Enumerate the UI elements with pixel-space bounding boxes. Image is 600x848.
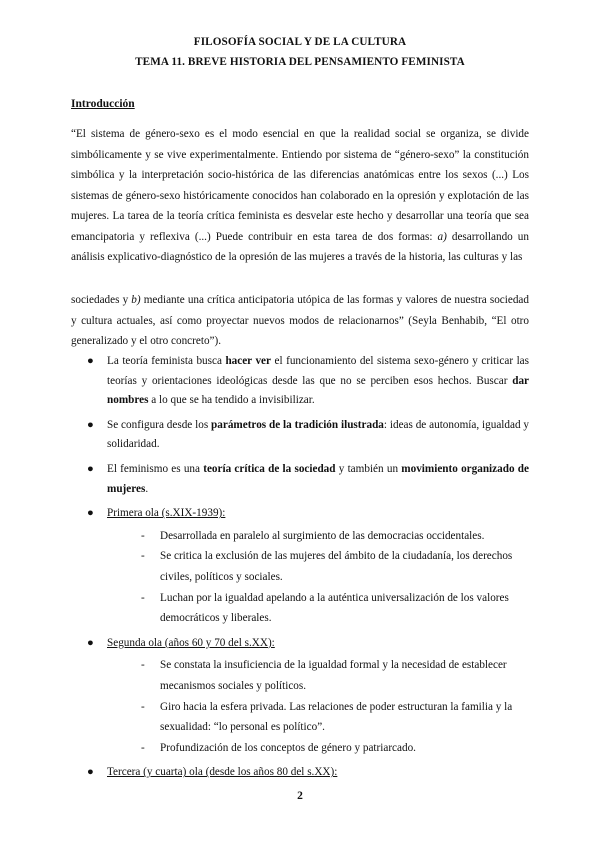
quote-text: sociedades y bbox=[71, 294, 132, 306]
bullet-icon: ● bbox=[87, 507, 94, 520]
item-text: El feminismo es una bbox=[107, 462, 204, 475]
course-title: FILOSOFÍA SOCIAL Y DE LA CULTURA bbox=[193, 36, 407, 48]
section-heading-introduction: Introducción bbox=[71, 98, 135, 110]
dash-icon: - bbox=[141, 591, 145, 604]
list-item bbox=[87, 352, 529, 411]
list-item-first-wave bbox=[87, 504, 529, 629]
list-item bbox=[87, 460, 529, 499]
dash-icon: - bbox=[141, 550, 145, 563]
wave-heading: Tercera (y cuarta) ola (desde los años 80 del s.XX): bbox=[107, 766, 338, 779]
bullet-list bbox=[87, 352, 529, 788]
item-text: . bbox=[145, 482, 149, 495]
quote-paragraph-2 bbox=[71, 290, 529, 352]
list-item bbox=[87, 416, 529, 455]
sub-item bbox=[141, 546, 529, 587]
emphasis: movimiento organizado de mujeres bbox=[107, 462, 529, 495]
emphasis: dar nombres bbox=[107, 374, 529, 407]
quote-text: “El sistema de género-sexo es el modo esencial en que la realidad social se organiza, se divide simbólicamente y se vive experimentalmente. Entiendo por sistema de “género-sexo” la constitución simbólica y la interpretación socio-histórica de las diferencias anatómicas entre los sexos (...) Los sistemas de género-sexo históricamente conocidos han colaborado en la opresión y explotación de las mujeres. La tarea de la teoría crítica feminista es desvelar este hecho y desarrollar una teoría que sea emancipatoria y reflexiva (...) Puede contribuir en esta tarea de dos formas: bbox=[71, 128, 529, 243]
item-text: el funcionamiento del sistema sexo-género y criticar las teorías y orientaciones ideológicas desde las que no se perciben esos hechos. Buscar bbox=[107, 355, 529, 387]
bullet-icon: ● bbox=[87, 462, 94, 475]
sub-item-text: Desarrollada en paralelo al surgimiento de las democracias occidentales. bbox=[160, 529, 485, 542]
dash-icon: - bbox=[141, 741, 145, 754]
sub-item-text: Se critica la exclusión de las mujeres del ámbito de la ciudadanía, los derechos civiles, políticos y sociales. bbox=[160, 550, 513, 583]
sub-item bbox=[141, 655, 529, 696]
emphasis: hacer ver bbox=[225, 355, 271, 367]
sub-item bbox=[141, 588, 529, 629]
quote-text: mediante una crítica anticipatoria utópica de las formas y valores de nuestra sociedad y cultura actuales, así como proyectar nuevos modos de relacionarnos” (Seyla Benhabib, “El otro generalizado y el otro concreto”). bbox=[71, 294, 529, 347]
sub-item bbox=[141, 697, 529, 738]
bullet-icon: ● bbox=[87, 418, 94, 431]
sub-item-text: Se constata la insuficiencia de la igualdad formal y la necesidad de establecer mecanismos sociales y políticos. bbox=[160, 659, 507, 692]
dash-icon: - bbox=[141, 659, 145, 672]
sub-item-text: Profundización de los conceptos de género y patriarcado. bbox=[160, 741, 416, 754]
sub-list bbox=[107, 526, 529, 629]
item-text: : ideas de autonomía, igualdad y solidaridad. bbox=[107, 418, 529, 451]
enum-label-a: a) bbox=[437, 230, 447, 243]
list-item-second-wave bbox=[87, 634, 529, 759]
dash-icon: - bbox=[141, 529, 145, 542]
item-text: Se configura desde los bbox=[107, 418, 212, 431]
item-text: La teoría feminista busca bbox=[107, 355, 226, 367]
bullet-icon: ● bbox=[87, 355, 94, 367]
topic-title: TEMA 11. BREVE HISTORIA DEL PENSAMIENTO FEMINISTA bbox=[135, 56, 465, 68]
quote-paragraph-1 bbox=[71, 124, 529, 268]
emphasis: teoría crítica de la sociedad bbox=[203, 462, 336, 475]
wave-heading: Segunda ola (años 60 y 70 del s.XX): bbox=[107, 636, 275, 649]
sub-item-text: Giro hacia la esfera privada. Las relaciones de poder estructuran la familia y la sexualidad: “lo personal es político”. bbox=[160, 700, 513, 734]
bullet-icon: ● bbox=[87, 636, 94, 649]
sub-item-text: Luchan por la igualdad apelando a la auténtica universalización de los valores democráticos y liberales. bbox=[160, 591, 509, 625]
quote-text: desarrollando un análisis explicativo-diagnóstico de la opresión de las mujeres a través de la historia, las culturas y las bbox=[71, 230, 529, 263]
dash-icon: - bbox=[141, 700, 145, 713]
emphasis: parámetros de la tradición ilustrada bbox=[211, 418, 384, 431]
item-text: y también un bbox=[335, 462, 402, 475]
page-number: 2 bbox=[297, 790, 303, 802]
enum-label-b: b) bbox=[131, 294, 141, 306]
wave-heading: Primera ola (s.XIX-1939): bbox=[107, 507, 226, 520]
sub-item bbox=[141, 526, 529, 547]
sub-item bbox=[141, 738, 529, 759]
sub-list bbox=[107, 655, 529, 758]
item-text: a lo que se ha tendido a invisibilizar. bbox=[148, 394, 315, 407]
bullet-icon: ● bbox=[87, 766, 94, 779]
list-item-third-wave bbox=[87, 763, 529, 783]
